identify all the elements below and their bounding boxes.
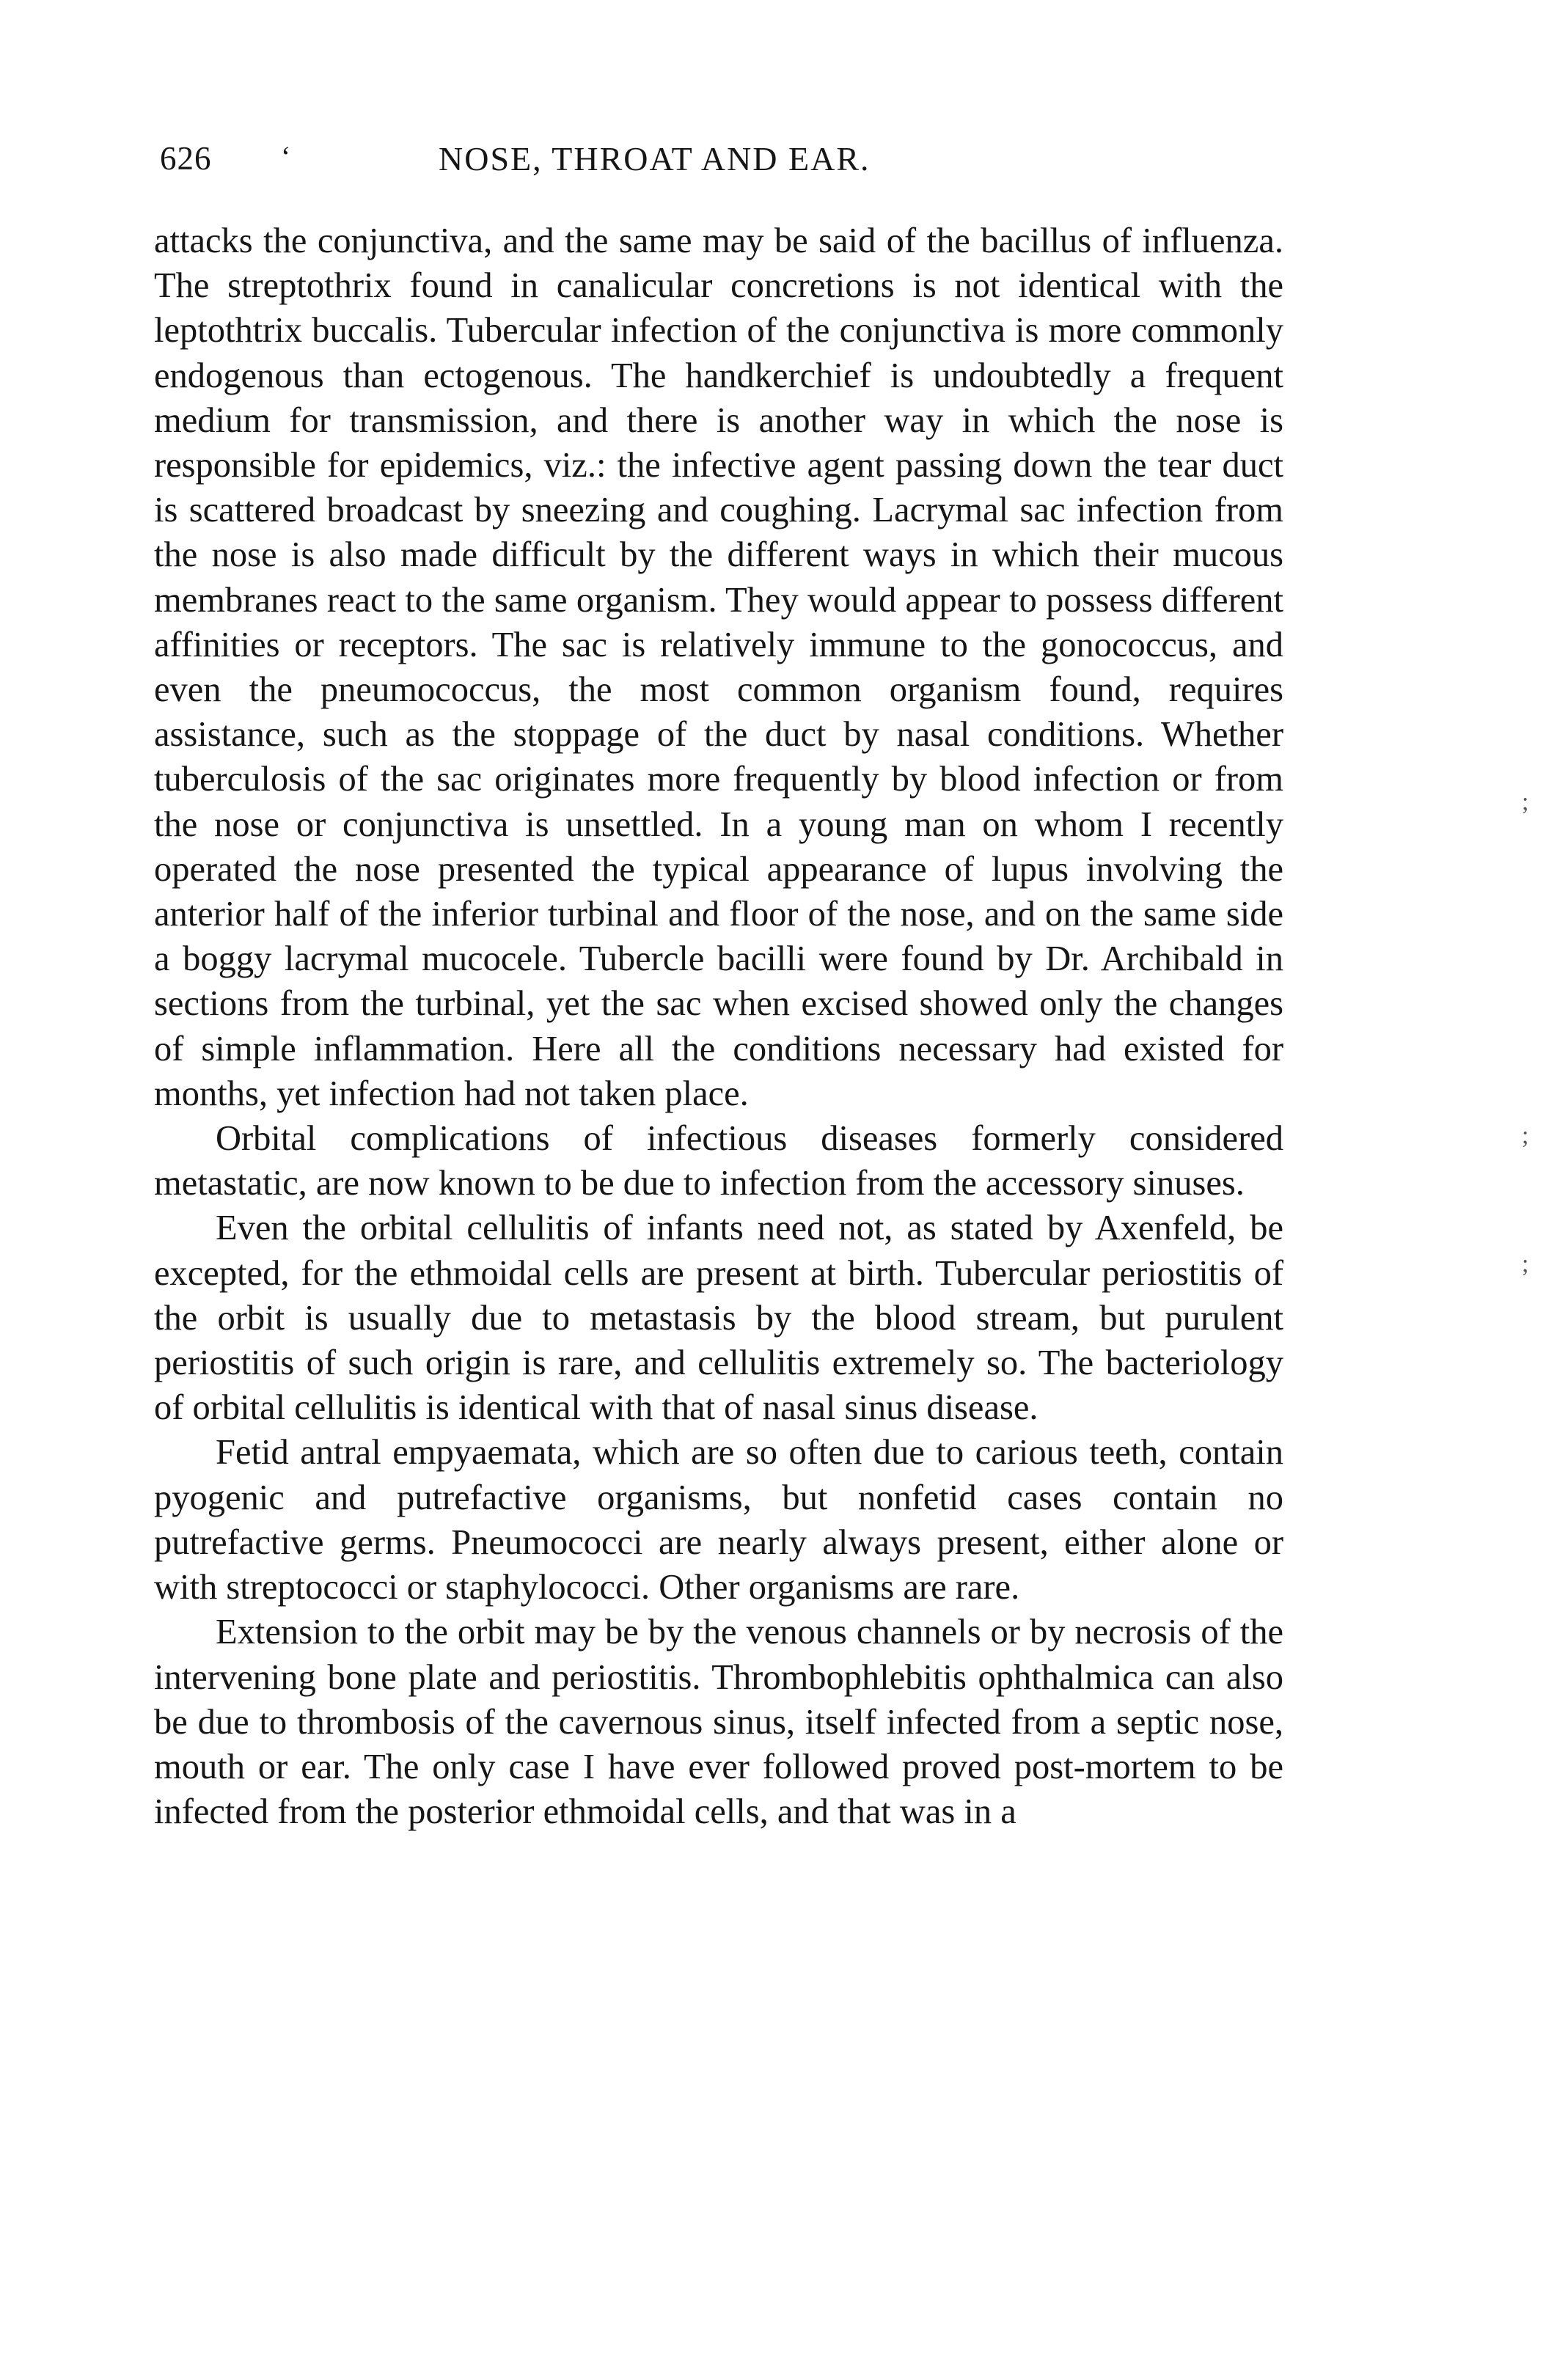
paragraph-2: Orbital complications of infectious diseases formerly considered metastatic, are now known to be due to infection from the accessory sinuses. bbox=[154, 1119, 1283, 1203]
header-separator: ʻ bbox=[281, 140, 291, 173]
margin-mark: ; bbox=[1522, 1122, 1529, 1149]
margin-mark: ; bbox=[1522, 1250, 1529, 1277]
paragraph-3: Even the orbital cellulitis of infants need not, as stated by Axenfeld, be excepted, for the ethmoidal cells are present at birth. Tubercular periostitis of the orbit is usually due to metastasis by the blood stream, but purulent periostitis of such origin is rare, and cellulitis extremely so. The bacteriology of orbital cellulitis is identical with that of nasal sinus disease. bbox=[154, 1209, 1283, 1428]
page-header bbox=[160, 139, 1282, 198]
running-title: NOSE, THROAT AND EAR. bbox=[439, 140, 871, 177]
paragraph-4: Fetid antral empyaemata, which are so often due to carious teeth, contain pyogenic and putrefactive organisms, but nonfetid cases contain no putrefactive germs. Pneumococci are nearly always present, either alone or with streptococci or staphylococci. Other organisms are rare. bbox=[154, 1433, 1283, 1607]
paragraph-1: attacks the conjunctiva, and the same may be said of the bacillus of influenza. The streptothrix found in canalicular concretions is not identical with the leptothtrix buccalis. Tubercular infection of the conjunctiva is more commonly endogenous than ectogenous. The handkerchief is undoubtedly a frequent medium for transmission, and there is another way in which the nose is responsible for epidemics, viz.: the infective agent passing down the tear duct is scattered broadcast by sneezing and coughing. Lacrymal sac infection from the nose is also made difficult by the different ways in which their mucous membranes react to the same organism. They would appear to possess different affinities or receptors. The sac is relatively immune to the gonococcus, and even the pneumococcus, the most common organism found, requires assistance, such as the stoppage of the duct by nasal conditions. Whether tuberculosis of the sac originates more frequently by blood infection or from the nose or conjunctiva is unsettled. In a young man on whom I recently operated the nose presented the typical appearance of lupus involving the anterior half of the inferior turbinal and floor of the nose, and on the same side a boggy lacrymal mucocele. Tubercle bacilli were found by Dr. Archibald in sections from the turbinal, yet the sac when excised showed only the changes of simple inflammation. Here all the conditions necessary had existed for months, yet infection had not taken place. bbox=[154, 221, 1283, 1113]
paragraph-5: Extension to the orbit may be by the venous channels or by necrosis of the intervening bone plate and periostitis. Thrombophlebitis ophthalmica can also be due to thrombosis of the cavernous sinus, itself infected from a septic nose, mouth or ear. The only case I have ever followed proved post-mortem to be infected from the posterior ethmoidal cells, and that was in a bbox=[154, 1613, 1283, 1832]
page-number: 626 bbox=[160, 140, 212, 177]
body-text bbox=[154, 219, 1283, 1834]
margin-mark: ; bbox=[1522, 788, 1529, 815]
